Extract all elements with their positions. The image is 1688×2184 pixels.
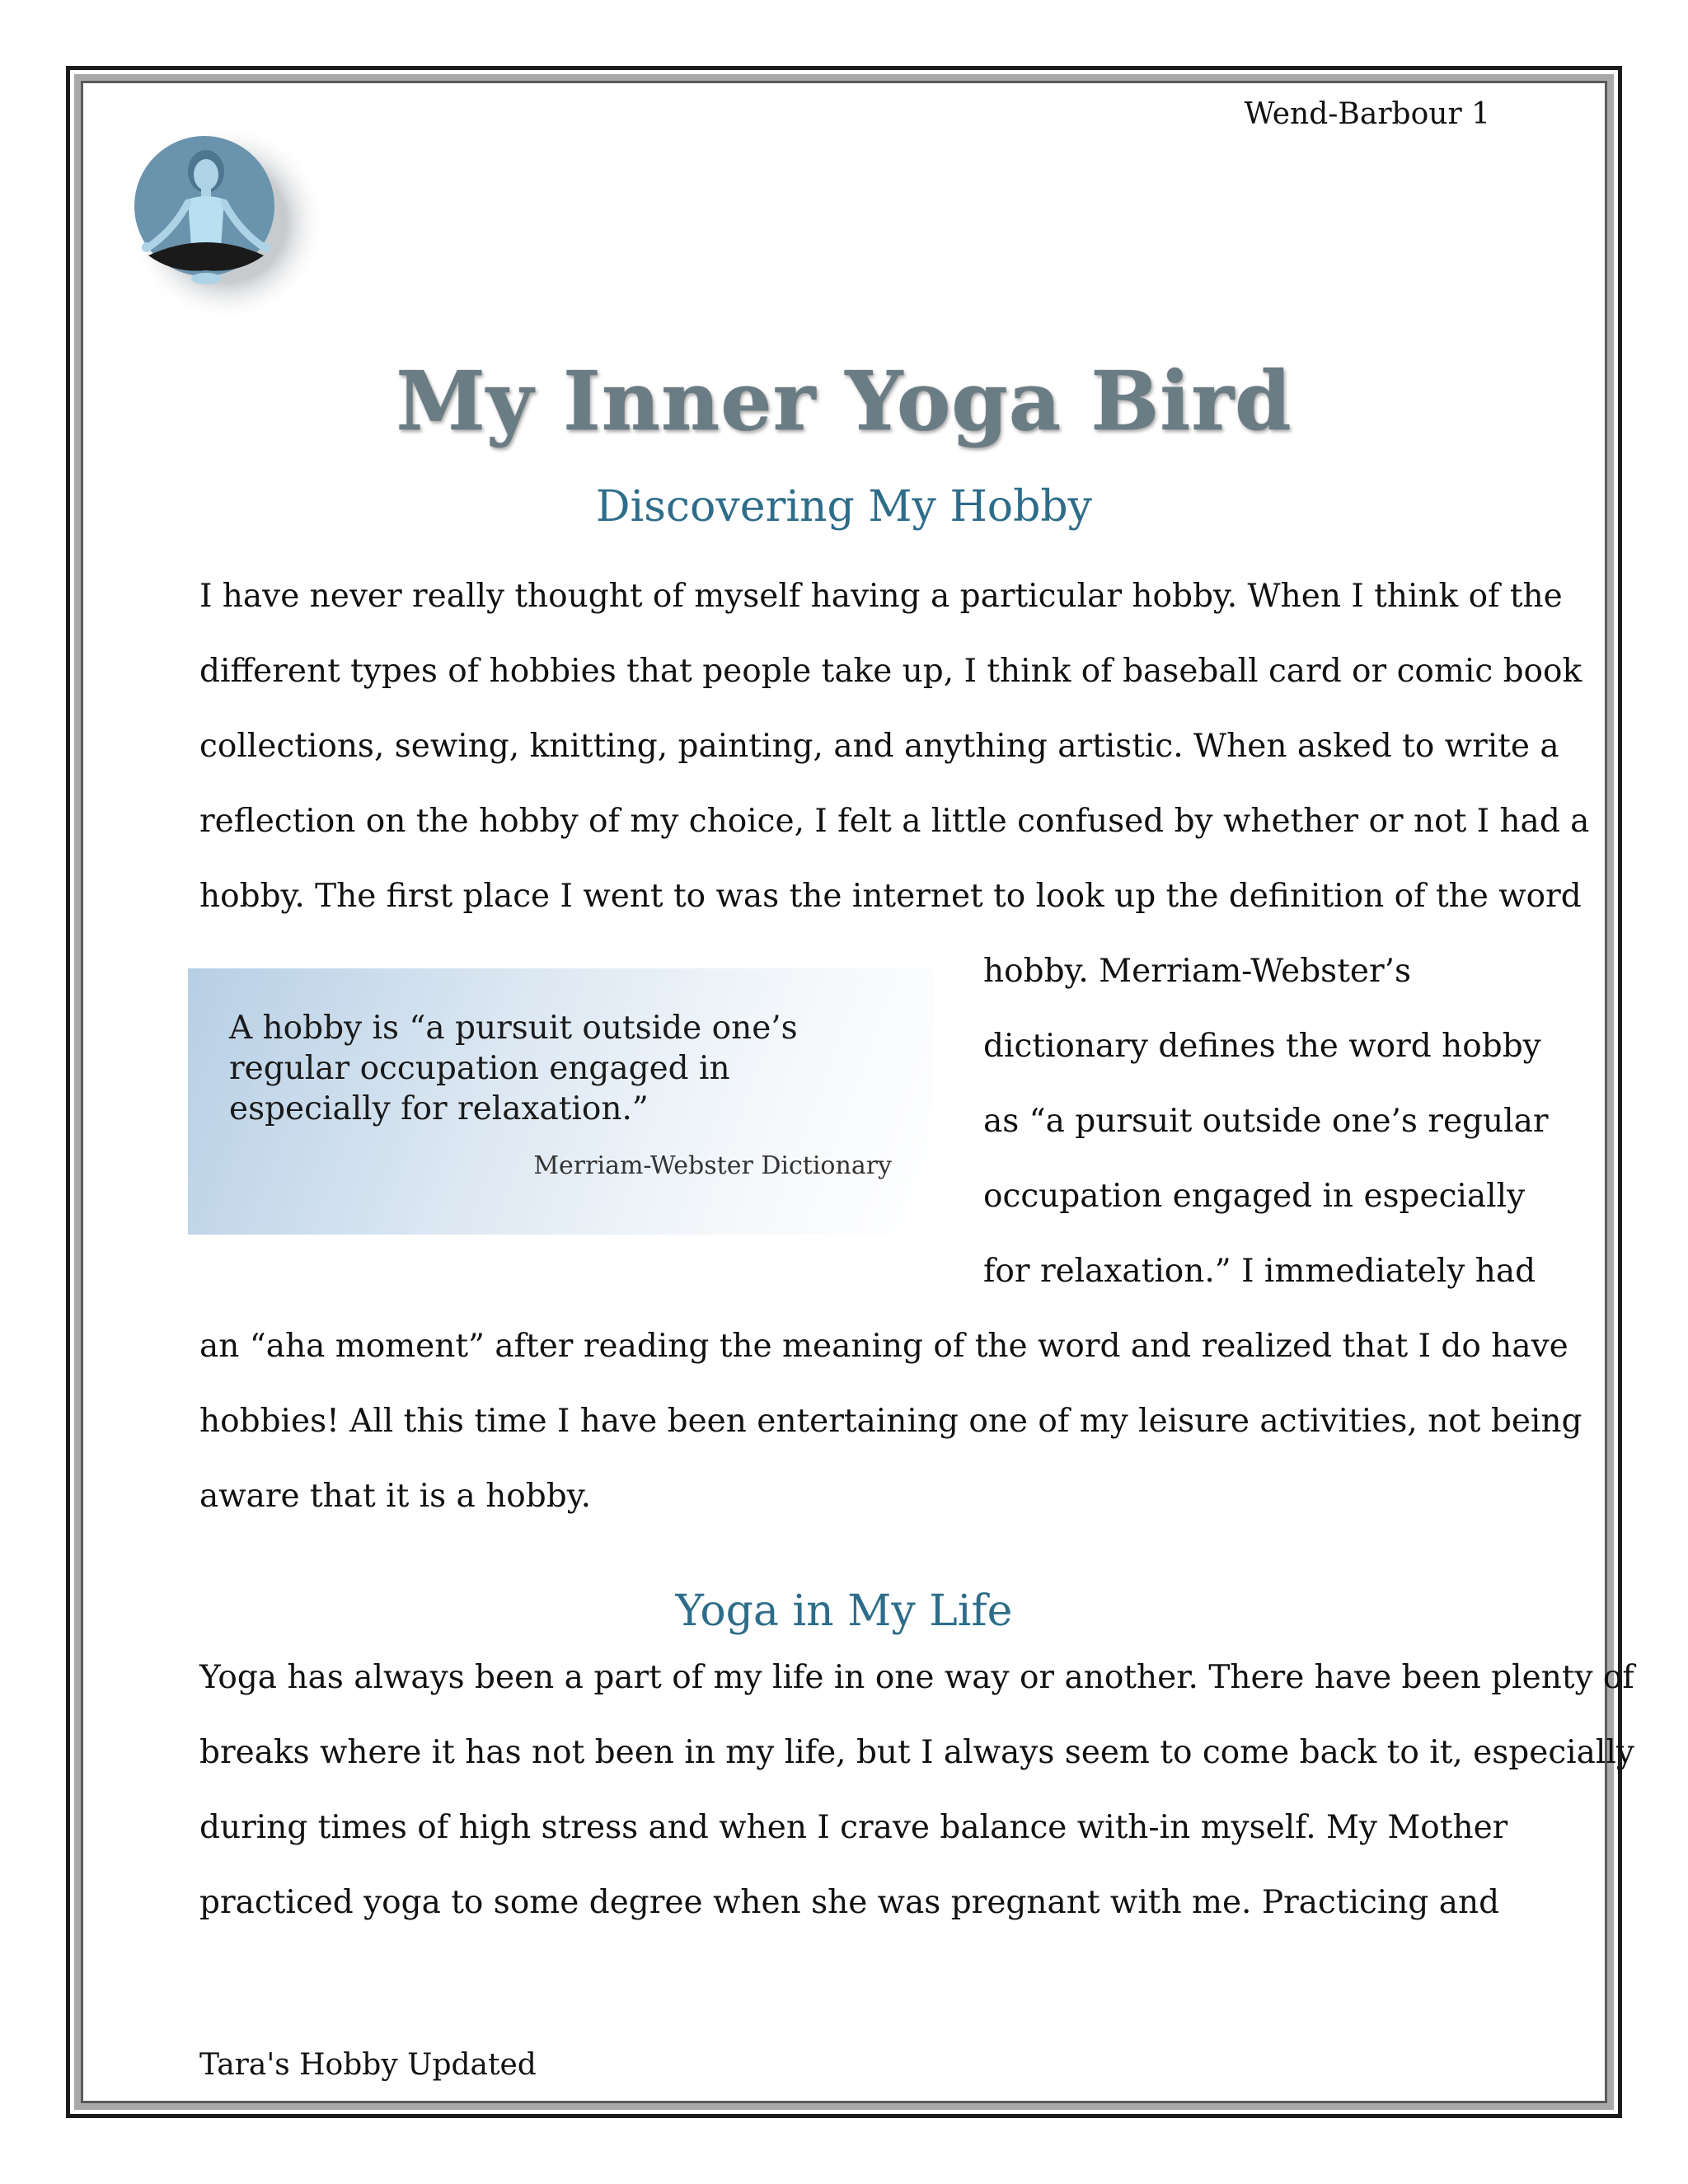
text-line: hobby. Merriam-Webster’s — [983, 953, 1411, 990]
text-line: collections, sewing, knitting, painting, and anything artistic. When asked to write a — [199, 728, 1559, 765]
section-heading-discovering: Discovering My Hobby — [595, 482, 1093, 532]
section1-side-paragraph — [983, 934, 1549, 1309]
text-line: reflection on the hobby of my choice, I felt a little confused by whether or not I had a — [199, 803, 1590, 840]
section1-top-paragraph — [199, 559, 1589, 934]
text-line: Yoga has always been a part of my life in one way or another. There have been plenty of — [199, 1659, 1634, 1696]
callout-source: Merriam-Webster Dictionary — [533, 1151, 892, 1180]
text-line: hobbies! All this time I have been entertaining one of my leisure activities, not being — [199, 1403, 1582, 1440]
text-line: I have never really thought of myself having a particular hobby. When I think of the — [199, 578, 1563, 615]
section1-bottom-paragraph — [199, 1309, 1582, 1534]
text-line: different types of hobbies that people take up, I think of baseball card or comic book — [199, 653, 1582, 690]
text-line: for relaxation.” I immediately had — [983, 1253, 1536, 1290]
text-line: during times of high stress and when I crave balance with-in myself. My Mother — [199, 1809, 1508, 1846]
text-line: hobby. The first place I went to was the internet to look up the definition of the word — [199, 878, 1582, 915]
section2-paragraph — [199, 1640, 1634, 1940]
callout-quote: A hobby is “a pursuit outside one’s regular occupation engaged in especially for relaxation.” — [229, 1010, 798, 1127]
page-footer: Tara's Hobby Updated — [199, 2048, 537, 2082]
definition-callout — [188, 968, 933, 1235]
section-heading-yoga: Yoga in My Life — [675, 1586, 1013, 1636]
text-line: occupation engaged in especially — [983, 1178, 1526, 1215]
text-line: dictionary defines the word hobby — [983, 1028, 1541, 1065]
document-title: My Inner Yoga Bird — [396, 354, 1292, 449]
text-line: aware that it is a hobby. — [199, 1478, 591, 1515]
text-line: practiced yoga to some degree when she was pregnant with me. Practicing and — [199, 1884, 1500, 1921]
text-line: as “a pursuit outside one’s regular — [983, 1103, 1549, 1140]
text-line: breaks where it has not been in my life, but I always seem to come back to it, especially — [199, 1734, 1634, 1771]
page-header-label: Wend-Barbour 1 — [1244, 97, 1490, 131]
meditating-woman-icon — [115, 124, 330, 346]
text-line: an “aha moment” after reading the meaning of the word and realized that I do have — [199, 1328, 1568, 1365]
